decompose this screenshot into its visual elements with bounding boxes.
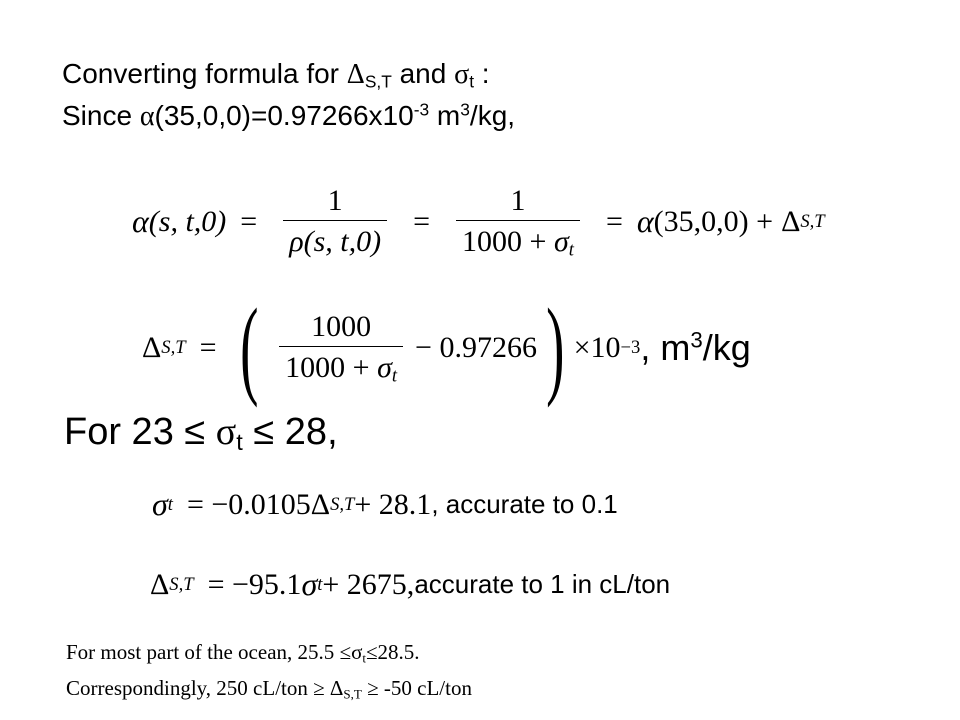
footer-line-2 — [66, 676, 472, 701]
fraction-numerator: 1 — [510, 184, 526, 217]
superscript: 3 — [460, 99, 470, 120]
fraction-3 — [279, 310, 403, 385]
equation-delta-approx: Δ S,T = −95.1 σ t + 2675, accurate to 1 in cL/ton — [150, 566, 671, 602]
sigma-symbol: σ — [152, 486, 168, 522]
equation-delta: Δ S,T = ( $\frac{1000}{1000 + \sigma_t}$ − 0.97266 ) ×10 −3 , $m^3/kg$ — [142, 286, 751, 408]
intro-line-2 — [62, 100, 515, 133]
eq-text: ×10 — [573, 330, 621, 364]
eq-text: 1000 + — [462, 225, 554, 258]
fraction-numerator: 1000 — [311, 310, 372, 343]
delta-symbol: Δ — [310, 487, 331, 521]
intro-text: Since — [62, 100, 140, 131]
range-line — [64, 410, 338, 454]
subscript: t — [236, 428, 243, 455]
footer-text: For most part of the ocean, 25.5 ≤ — [66, 640, 352, 664]
subscript: t — [469, 71, 475, 92]
unit-label — [640, 327, 750, 369]
eq-args: (s, t,0) — [148, 204, 227, 238]
right-paren: ) — [546, 286, 565, 408]
accuracy-note: accurate to 1 in cL/ton — [414, 569, 671, 599]
intro-text: /kg, — [469, 100, 516, 131]
sigma-symbol: σ — [351, 640, 363, 664]
subscript: t — [391, 365, 398, 387]
intro-text: and — [391, 58, 455, 89]
equation-sigma-approx: σ t = −0.0105 Δ S,T + 28.1 , accurate to 0.1 — [152, 486, 618, 522]
subscript: t — [568, 239, 574, 261]
sigma-symbol: σ — [377, 351, 392, 384]
eq-text: = −0.0105 — [186, 487, 311, 521]
left-paren: ( — [239, 286, 258, 408]
footer-line-1 — [66, 640, 420, 665]
rho-symbol: ρ — [289, 225, 304, 258]
subscript: t — [362, 650, 367, 666]
intro-line-1 — [62, 58, 490, 91]
equals-sign: = — [240, 204, 258, 238]
eq-args: (s, t,0) — [303, 225, 382, 258]
delta-symbol: Δ — [346, 59, 365, 90]
delta-symbol: Δ — [150, 567, 170, 601]
intro-text: (35,0,0)=0.97266x10 — [154, 100, 414, 131]
equals-sign: = — [605, 204, 623, 238]
intro-text: Converting formula for — [62, 58, 347, 89]
fraction-2 — [456, 184, 580, 259]
intro-text: : — [474, 58, 490, 89]
fraction-1 — [283, 184, 387, 259]
footer-text: Correspondingly, 250 cL/ton ≥ — [66, 676, 330, 700]
delta-symbol: Δ — [142, 330, 162, 364]
delta-symbol: Δ — [781, 204, 801, 238]
fraction-denominator — [279, 346, 403, 385]
intro-text: m — [429, 100, 461, 131]
footer-text: ≥ -50 cL/ton — [361, 676, 472, 700]
range-text: For 23 ≤ — [64, 411, 216, 453]
eq-args: (35,0,0) + — [653, 204, 774, 238]
sigma-symbol: σ — [301, 566, 318, 602]
eq-text: + 28.1 — [354, 487, 432, 521]
delta-symbol: Δ — [329, 676, 344, 700]
fraction-denominator — [283, 220, 387, 259]
superscript: -3 — [413, 99, 430, 120]
alpha-symbol: α — [636, 203, 654, 239]
footer-text: ≤28.5. — [366, 640, 420, 664]
sigma-symbol: σ — [553, 225, 569, 258]
eq-text: = −95.1 — [207, 567, 302, 601]
eq-text: /kg — [702, 326, 751, 368]
eq-text: 1000 + — [285, 351, 378, 384]
accuracy-note: , accurate to 0.1 — [431, 489, 618, 519]
equals-sign: = — [413, 204, 431, 238]
fraction-numerator: 1 — [327, 184, 343, 217]
equation-alpha: α (s, t,0) = $\frac{1}{\rho(s, t,0)}$ = $\frac{1}{1000 + \sigma_t}$ = α (35,0,0) + Δ S,T — [132, 184, 825, 261]
range-text: ≤ 28, — [242, 411, 338, 453]
fraction-denominator — [456, 220, 580, 259]
eq-text: − 0.97266 — [415, 330, 537, 364]
alpha-symbol: α — [139, 101, 155, 132]
sigma-symbol: σ — [215, 411, 237, 453]
subscript: S,T — [343, 686, 362, 702]
superscript: 3 — [690, 327, 703, 353]
equals-sign: = — [199, 330, 217, 364]
eq-text: , m — [640, 326, 691, 368]
subscript: S,T — [364, 71, 392, 92]
sigma-symbol: σ — [454, 59, 470, 90]
eq-text: + 2675, — [322, 567, 415, 601]
alpha-symbol: α — [132, 203, 149, 239]
